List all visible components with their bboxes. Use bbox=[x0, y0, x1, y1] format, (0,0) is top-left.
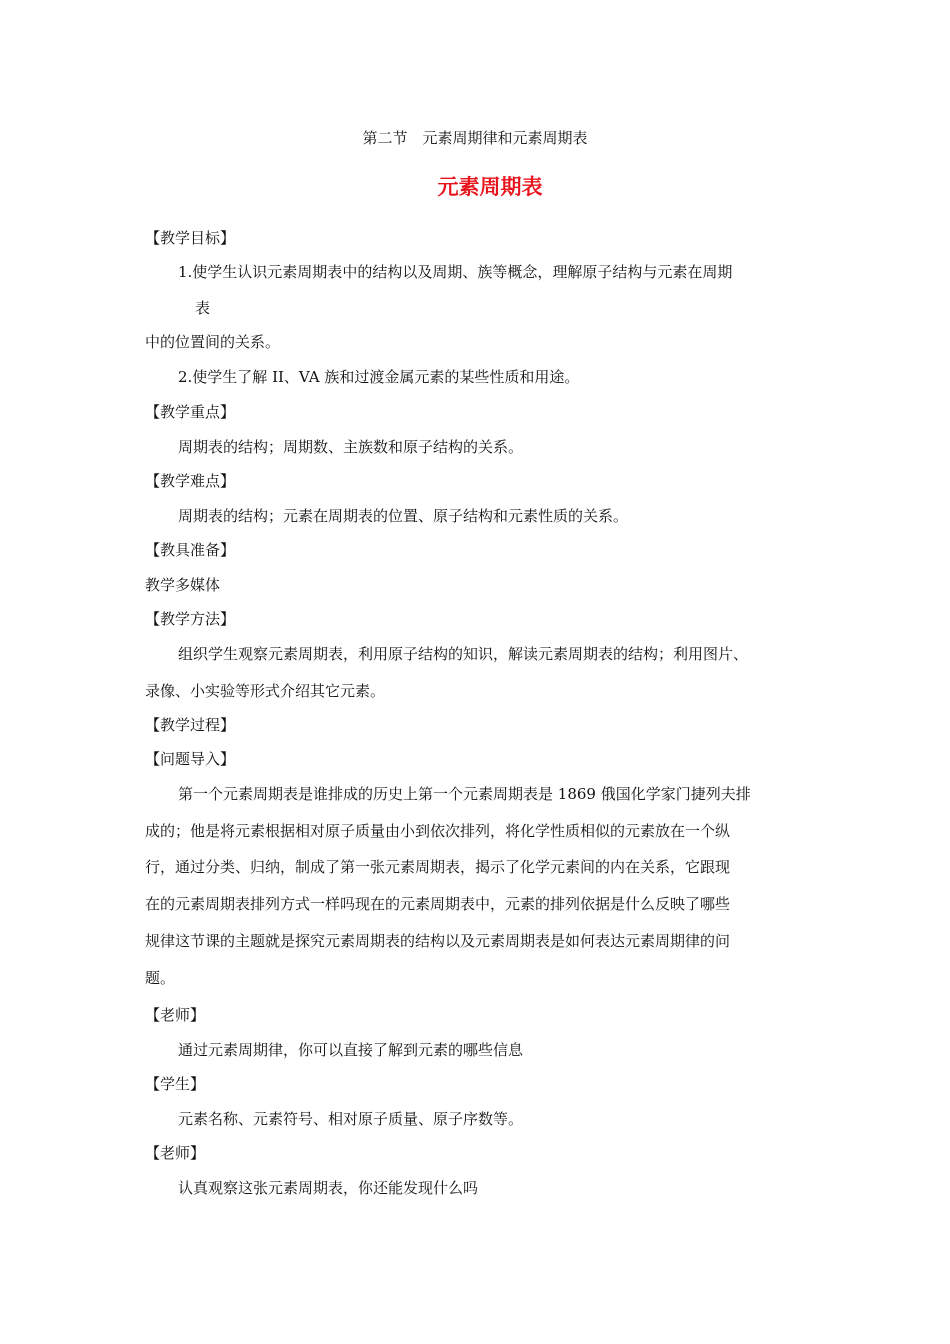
process-heading: 【教学过程】 bbox=[145, 716, 236, 734]
key-points-heading: 【教学重点】 bbox=[145, 403, 236, 421]
methods-line-1: 组织学生观察元素周期表，利用原子结构的知识，解读元素周期表的结构；利用图片、 bbox=[178, 645, 749, 663]
intro-line-2: 成的；他是将元素根据相对原子质量由小到依次排列，将化学性质相似的元素放在一个纵 bbox=[145, 822, 731, 840]
objectives-heading: 【教学目标】 bbox=[145, 229, 236, 247]
page-title: 元素周期表 bbox=[437, 174, 543, 199]
key-points-text: 周期表的结构；周期数、主族数和原子结构的关系。 bbox=[178, 438, 524, 456]
difficulties-heading: 【教学难点】 bbox=[145, 472, 236, 490]
teacher-question: 通过元素周期律，你可以直接了解到元素的哪些信息 bbox=[178, 1041, 524, 1059]
section-subtitle: 第二节 元素周期律和元素周期表 bbox=[362, 129, 588, 147]
intro-heading: 【问题导入】 bbox=[145, 750, 236, 768]
intro-line-6: 题。 bbox=[145, 969, 176, 987]
materials-heading: 【教具准备】 bbox=[145, 541, 236, 559]
intro-line-3: 行，通过分类、归纳，制成了第一张元素周期表，揭示了化学元素间的内在关系，它跟现 bbox=[145, 858, 731, 876]
objective-1-line-3: 中的位置间的关系。 bbox=[145, 333, 281, 351]
objective-1-line-2: 表 bbox=[195, 299, 211, 317]
student-answer: 元素名称、元素符号、相对原子质量、原子序数等。 bbox=[178, 1110, 524, 1128]
objective-2: 2.使学生了解 II、VA 族和过渡金属元素的某些性质和用途。 bbox=[178, 368, 580, 386]
teacher-label: 【老师】 bbox=[145, 1006, 206, 1024]
intro-line-4: 在的元素周期表排列方式一样吗现在的元素周期表中，元素的排列依据是什么反映了哪些 bbox=[145, 895, 731, 913]
intro-line-5: 规律这节课的主题就是探究元素周期表的结构以及元素周期表是如何表达元素周期律的问 bbox=[145, 932, 731, 950]
objective-1-line-1: 1.使学生认识元素周期表中的结构以及周期、族等概念，理解原子结构与元素在周期 bbox=[178, 263, 733, 281]
difficulties-text: 周期表的结构；元素在周期表的位置、原子结构和元素性质的关系。 bbox=[178, 507, 629, 525]
methods-line-2: 录像、小实验等形式介绍其它元素。 bbox=[145, 682, 386, 700]
teacher-question-2: 认真观察这张元素周期表，你还能发现什么吗 bbox=[178, 1179, 479, 1197]
materials-text: 教学多媒体 bbox=[145, 576, 221, 594]
student-label: 【学生】 bbox=[145, 1075, 206, 1093]
teacher-label-2: 【老师】 bbox=[145, 1144, 206, 1162]
intro-line-1: 第一个元素周期表是谁排成的历史上第一个元素周期表是 1869 俄国化学家门捷列夫排 bbox=[178, 785, 751, 803]
methods-heading: 【教学方法】 bbox=[145, 610, 236, 628]
